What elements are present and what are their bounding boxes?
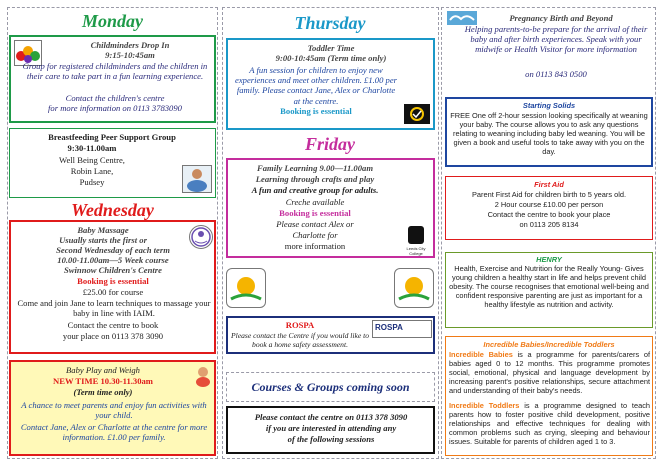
- logo-mark: [408, 226, 424, 244]
- courses-heading: Courses & Groups coming soon: [226, 372, 435, 402]
- pregnancy-logo: [447, 11, 477, 25]
- play-and-weigh-box: [9, 360, 216, 456]
- henry-title: HENRY: [536, 255, 562, 264]
- family-line-4: Creche available: [285, 197, 345, 207]
- first-aid-line-2: 2 Hour course £10.00 per person: [494, 200, 604, 209]
- childminders-contact-1: Contact the children's centre: [65, 93, 165, 103]
- massage-when-3: 10.00-11.00am—5 Week course: [57, 255, 169, 265]
- massage-when-1: Usually starts the first or: [59, 235, 147, 245]
- contact-box: [226, 406, 435, 454]
- wednesday-heading: Wednesday: [71, 200, 154, 220]
- leeds-city-college-logo: [400, 226, 432, 256]
- family-contact-3: more information: [284, 241, 346, 251]
- family-line-3: A fun and creative group for adults.: [251, 185, 379, 195]
- family-booking: Booking is essential: [279, 208, 351, 218]
- contact-line-2: if you are interested in attending any: [265, 423, 397, 433]
- contact-line-1: Please contact the centre on 0113 378 3090: [254, 412, 408, 422]
- rospa-box: [226, 316, 435, 354]
- play-title: Baby Play and Weigh: [66, 365, 140, 375]
- friday-heading: Friday: [304, 134, 355, 154]
- massage-contact-1: Contact the centre to book: [67, 320, 159, 330]
- family-contact-1: Please contact Alex or: [276, 219, 354, 229]
- massage-contact-2: your place on 0113 378 3090: [62, 331, 164, 341]
- massage-desc: Come and join Jane to learn techniques to massage your baby in line with IAIM.: [17, 298, 211, 319]
- first-aid-line-1: Parent First Aid for children birth to 5 years old.: [471, 190, 627, 199]
- breastfeeding-photo: [182, 165, 212, 193]
- breastfeeding-venue-3: Pudsey: [79, 177, 105, 187]
- contact-line-3: of the following sessions: [287, 434, 375, 444]
- baby-massage-box: [9, 220, 216, 354]
- incredible-box: [445, 336, 653, 456]
- family-line-1: Family Learning 9.00—11.00am: [256, 163, 374, 173]
- play-contact: Contact Jane, Alex or Charlotte at the centre for more information. £1.00 per family.: [20, 422, 208, 443]
- thursday-heading: Thursday: [294, 13, 366, 33]
- toddler-booking: Booking is essential: [280, 106, 352, 116]
- first-aid-title: First Aid: [534, 180, 564, 189]
- incredible-title: Incredible Babies/Incredible Toddlers: [483, 340, 615, 349]
- incredible-babies-desc: is a programme for parents/carers of babies aged 0 to 12 months. This programme promotes social, emotional, physical and language development by increasing parent's positive relationships, secure attachment and understanding of their baby's needs.: [449, 350, 650, 395]
- play-term: (Term time only): [73, 387, 133, 397]
- incredible-toddlers-name: Incredible Toddlers: [449, 401, 520, 410]
- massage-logo: [189, 225, 213, 249]
- breastfeeding-venue-1: Well Being Centre,: [59, 155, 125, 165]
- pregnancy-phone: on 0113 843 0500: [525, 69, 587, 79]
- solids-desc: FREE One off 2-hour session looking specifically at weaning your baby. The course allows you to ask any questions relating to weaning including baby led weaning. You will be given a book and useful tools to take away with you on the day.: [450, 111, 648, 156]
- play-new-time: NEW TIME 10.30-11.30am: [53, 376, 153, 386]
- henry-box: [445, 252, 653, 328]
- toddler-title: Toddler Time: [307, 43, 355, 53]
- incredible-babies-name: Incredible Babies: [449, 350, 513, 359]
- rospa-logo: [372, 320, 432, 338]
- massage-price: £25.00 for course: [82, 287, 144, 297]
- first-aid-box: [445, 176, 653, 240]
- leeds-college-text: Leeds City College: [406, 246, 426, 256]
- pregnancy-desc: Helping parents-to-be prepare for the arrival of their baby and after birth experiences. Speak with your midwife or Health Visitor for more information: [464, 24, 648, 55]
- sun-logo-right: [394, 268, 434, 308]
- childminders-desc: Group for registered childminders and the children in their care to take part in a fun learning experience.: [22, 61, 208, 82]
- massage-when-2: Second Wednesday of each term: [56, 245, 170, 255]
- henry-desc: Health, Exercise and Nutrition for the Really Young- Gives young children a healthy start in life and helps prevent child obesity. The course recognises that emotional well-being and confident responsive parenting are just as important for a healthy lifestyle as nutrition and activity.: [449, 264, 649, 309]
- childminders-box: [9, 35, 216, 123]
- family-contact-2: Charlotte for: [292, 230, 338, 240]
- breastfeeding-box: [9, 128, 216, 198]
- toddler-logo: [404, 104, 430, 124]
- sun-logo-left: [226, 268, 266, 308]
- incredible-babies: [449, 350, 650, 395]
- incredible-toddlers: [449, 401, 650, 446]
- childminders-time: 9:15-10:45am: [105, 50, 155, 60]
- rospa-title: ROSPA: [285, 320, 315, 330]
- pregnancy-title: Pregnancy Birth and Beyond: [509, 13, 613, 23]
- breastfeeding-venue-2: Robin Lane,: [70, 166, 114, 176]
- family-line-2: Learning through crafts and play: [255, 174, 375, 184]
- toddler-desc: A fun session for children to enjoy new experiences and meet other children. £1.00 per family. Please contact Jane, Alex or Charlotte at the centre.: [235, 65, 397, 106]
- breastfeeding-time: 9:30-11.00am: [67, 143, 117, 153]
- childminders-contact-2: for more information on 0113 3783090: [48, 103, 182, 113]
- rospa-logo-text: ROSPA: [375, 323, 403, 332]
- first-aid-line-4: on 0113 205 8134: [519, 220, 579, 229]
- incredible-toddlers-desc: is a programme designed to teach parents how to foster positive child development, positive relationships and effective techniques for dealing with common problems such as crying, sleeping and behaviour issues. Suitable for parents of children aged 1 to 3.: [449, 401, 650, 446]
- breastfeeding-title: Breastfeeding Peer Support Group: [48, 132, 176, 142]
- massage-title: Baby Massage: [77, 225, 129, 235]
- starting-solids-box: [445, 97, 653, 167]
- baby-photo: [193, 365, 213, 387]
- play-desc: A chance to meet parents and enjoy fun activities with your child.: [21, 400, 207, 421]
- toddler-time: 9:00-10:45am (Term time only): [275, 53, 387, 63]
- family-learning-box: [226, 158, 435, 258]
- solids-title: Starting Solids: [522, 101, 576, 110]
- massage-venue: Swinnow Children's Centre: [64, 265, 162, 275]
- childminders-title: Childminders Drop In: [90, 40, 170, 50]
- pregnancy-box: [443, 9, 654, 89]
- rospa-desc: Please contact the Centre if you would like to book a home safety assessment.: [230, 331, 370, 349]
- massage-booking: Booking is essential: [77, 276, 149, 286]
- toddler-time-box: [226, 38, 435, 130]
- first-aid-line-3: Contact the centre to book your place: [487, 210, 611, 219]
- monday-heading: Monday: [81, 11, 143, 31]
